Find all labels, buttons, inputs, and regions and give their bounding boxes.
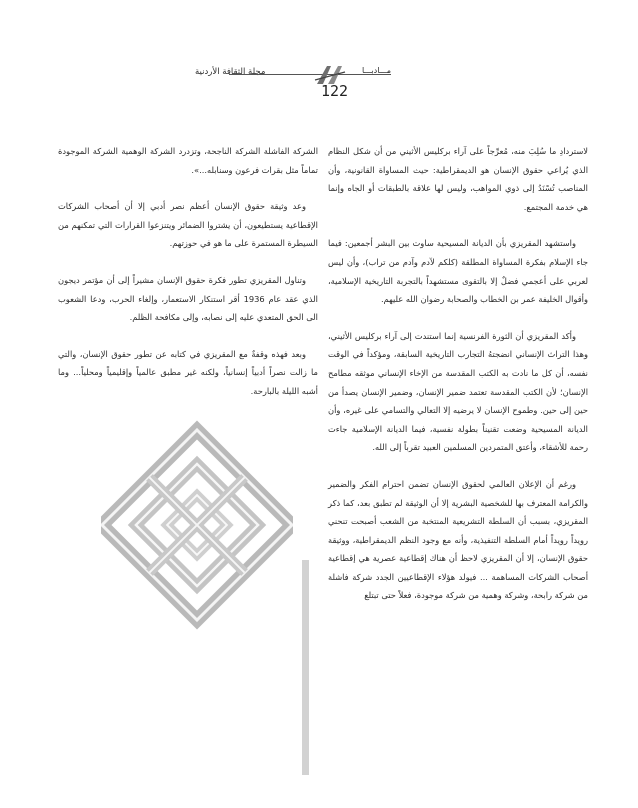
left-paragraph-3: وتناول المقريزي تطور فكرة حقوق الإنسان مشيراً إلى أن مؤتمر ديجون الذي عقد عام 1936 أقر استنكار الاستعمار، وإلغاء الحرب، ودعا الشعوب الى الحق المتعدي عليه إلى نصابه، وإلى مكافحة الظلم.	[58, 274, 318, 323]
column-divider-bar	[302, 560, 309, 775]
left-paragraph-1: الشركة الفاشلة الشركة الناجحة، وتزدرد الشركة الوهمية الشركة الموجودة تماماً مثل بقرات فرعون وسنابله...».	[58, 146, 318, 175]
running-header	[195, 60, 395, 102]
right-paragraph-1: لاستردادِ ما سُلِبَ منه، مُعرِّجاً على آراء بركليس الأثيني من أن شكل النظام الذي يُراعي حقوق الإنسان هو الديمقراطية: حيث المساواة القانونية، وأن المناصب تُسْنَدُ إلى ذوي المواهب، وليس لها علاقة بالطبقات أو الجاه وإنما هي خدمة المجتمع.	[328, 146, 588, 212]
right-text-column	[328, 142, 588, 605]
left-paragraph-4: وبعد فهذه وقفةٌ مع المقريزي في كتابه عن تطور حقوق الإنسان، والتي ما زالت نصراً أدبياً إنسانياً، ولكنه غير مطبق عالمياً وإقليمياً ومحلياً... وما أشبه الليلة بالبارحة.	[58, 348, 318, 396]
right-paragraph-4: ورغم أن الإعلان العالمي لحقوق الإنسان تضمن احترام الفكر والضمير والكرامة المعترف بها للشخصية البشرية إلا أن الوثيقة لم تطبق بعد، كما ذكر المقريزي، بسبب أن السلطة التشريعية المنتخبة من الشعب أصبحت تنحني رويداً رويداً أمام السلطة التنفيذية، وأنه مع وجود النظم الديمقراطية، ووثيقة حقوق الإنسان، إلا أن المقريزي لاحظ أن هناك إقطاعية عصرية هي إقطاعية أصحاب الشركات المساهمة ... فيولد هؤلاء الإقطاعيين الجدد شركة فاشلة من شركة رابحة، وشركة وهمية من شركة موجودة، فعلاً حتى تبتلع	[328, 478, 588, 601]
magazine-name: مجلة الثقافة الأردنية	[195, 67, 266, 77]
right-paragraph-3: وأكد المقريزي أن الثورة الفرنسية إنما استندت إلى آراء بركليس الأثيني، وهذا التراث الإنساني انضجتهُ التجارب التاريخية السابقة، ومؤكداً في الوقت نفسه، أن كل ما نادت به الكتب المقدسة من الإخاء الإنساني موثقه مطامح الإنسان؛ لأن الكتب المقدسة تعتمد ضمير الإنسان، وضمير الإنسان يصدأ من حين إلى حين. وطموح الإنسان لا يرضيه إلا التعالي والتسامي على غيره، وأن الديانة المسيحية وضعت تقنيناً بطولة نفسية، فيما الديانة الإسلامية جاءت رحمة للأشقاء، وأعتق المتمردين المسلمين العبيد تقرباً إلى الله.	[328, 330, 588, 453]
page-number: 122	[321, 82, 349, 100]
interlaced-knot-ornament-icon	[101, 418, 293, 632]
left-text-column	[58, 142, 318, 419]
right-paragraph-2: واستشهد المقريزي بأن الديانة المسيحية ساوت بين البشر أجمعين: فيما جاء الإسلام بفكرة المساواة المطلقة (كلكم لآدم وآدم من تراب)، وأن ليس لعربي على أعجمي فضلٌ إلا بالتقوى مستشهداً بالتجربة التاريخية الإسلامية، وأقوال الخليفة عمر بن الخطاب والصحابة رضوان الله عليهم.	[328, 238, 588, 305]
section-name: مـــادبـــا	[361, 66, 391, 75]
left-paragraph-2: وعد وثيقة حقوق الإنسان أعظم نصر أدبي إلا أن أصحاب الشركات الإقطاعية يستطيعون، أن يشتروا الضمائر ويتنزعوا القرارات التي تمكنهم من السيطرة المستمرة على ما هو في حوزتهم.	[58, 201, 318, 249]
